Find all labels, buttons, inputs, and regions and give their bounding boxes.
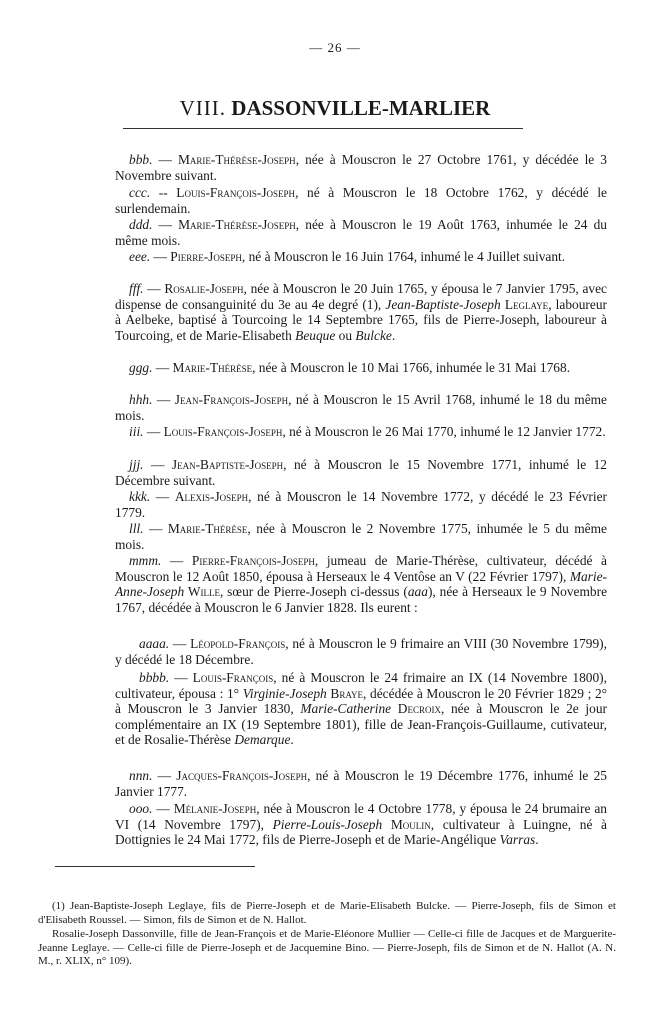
spouse-given-name: Marie-Anne-Joseph [115,568,607,600]
title-rule [123,128,523,129]
person-name: Mélanie-Joseph [173,801,257,816]
entry-code: iii. [129,424,144,439]
entry-code: ccc. [129,185,151,200]
entry-code: bbbb. [139,670,170,685]
entry-code: ooo. [129,801,153,816]
entry-code: hhh. [129,392,153,407]
entry-jjj: jjj. — Jean-Baptiste-Joseph, né à Mouscron le 15 Novembre 1771, inhumé le 12 Décembre suivant. [115,457,607,488]
entry-ggg: ggg. — Marie-Thérèse, née à Mouscron le 10 Mai 1766, inhumée le 31 Mai 1768. [129,360,571,375]
spouse-surname: Wille [184,584,220,600]
entry-lll: lll. — Marie-Thérèse, née à Mouscron le 2 Novembre 1775, inhumée le 5 du même mois. [115,521,607,552]
person-name: Louis-François [192,670,274,685]
entry-hhh: hhh. — Jean-François-Joseph, né à Mouscron le 15 Avril 1768, inhumé le 18 du même mois. [115,392,607,423]
entry-code: mmm. [129,553,162,568]
entry-code: nnn. [129,768,153,783]
person-name: Marie-Thérèse-Joseph [177,152,296,167]
person-name: Jacques-François-Joseph [176,768,308,783]
entry-mmm: mmm. — Pierre-François-Joseph, jumeau de Marie-Thérèse, cultivateur, décédé à Mouscron le 12 Août 1850, épousa à Herseaux le 4 Ventôse an V (22 Février 1797), Marie-Anne-Joseph Wille, sœur de Pierre-Joseph ci-dessus (aaa), née à Herseaux le 9 Novembre 1767, décédée à Mouscron le 6 Janvier 1828. Ils eurent : [115,553,608,615]
person-name: Louis-François-Joseph [163,424,283,439]
person-name: Alexis-Joseph [174,489,249,504]
entry-code: lll. [129,521,144,536]
entry-code: bbb. [129,152,153,167]
chapter-title [0,96,670,121]
entry-code: fff. [129,281,144,296]
spouse-given-name: Pierre-Louis-Joseph [272,816,383,832]
person-name: Jean-Baptiste-Joseph [171,457,284,472]
entry-fff: fff. — Rosalie-Joseph, née à Mouscron le 20 Juin 1765, y épousa le 7 Janvier 1795, avec dispense de consanguinité du 3e au 4e degré (1), Jean-Baptiste-Joseph Leglaye, laboureur à Aelbeke, baptisé à Tourcoing le 14 Septembre 1765, fils de Pierre-Joseph, laboureur à Tourcoing, et de Marie-Elisabeth Beuque ou Bulcke. [115,281,607,343]
spouse-surname: Leglaye [500,296,549,312]
footnotes [38,900,616,970]
spouse-surname: Moulin [382,816,431,832]
footnote-2: Rosalie-Joseph Dassonville, fille de Jean-François et de Marie-Eléonore Mullier — Celle-ci fille de Jacques et de Marguerite-Jeanne Leglaye. — Celle-ci fille de Pierre-Joseph et de Jacquemine Bino. — Pierre-Joseph, fils de Simon et de N. Hallot (A. N. M., r. XLIX, n° 109). [38,928,616,968]
sub-entry-aaaa: aaaa. — Léopold-François, né à Mouscron le 9 frimaire an VIII (30 Novembre 1799), y décédé le 18 Décembre. [115,636,607,667]
page-number: — 26 — [309,40,361,55]
entry-code: aaaa. [139,636,170,651]
chapter-number: VIII. [179,96,227,120]
entry-eee: eee. — Pierre-Joseph, né à Mouscron le 16 Juin 1764, inhumé le 4 Juillet suivant. [129,249,566,264]
person-name: Louis-François-Joseph [176,185,296,200]
entry-ddd: ddd. — Marie-Thérèse-Joseph, née à Mouscron le 19 Août 1763, inhumée le 24 du même mois. [115,217,607,248]
person-name: Jean-François-Joseph [174,392,289,407]
entry-code: jjj. [129,457,144,472]
entry-nnn: nnn. — Jacques-François-Joseph, né à Mouscron le 19 Décembre 1776, inhumé le 25 Janvier 1777. [115,768,607,799]
person-name: Léopold-François [190,636,286,651]
person-name: Pierre-Joseph [170,249,242,264]
person-name: Marie-Thérèse-Joseph [178,217,296,232]
entry-iii: iii. — Louis-François-Joseph, né à Mouscron le 26 Mai 1770, inhumé le 12 Janvier 1772. [129,424,606,439]
person-name: Marie-Thérèse [167,521,248,536]
entry-code: eee. [129,249,151,264]
entry-code: ggg. [129,360,153,375]
entry-code: ddd. [129,217,153,232]
entry-ccc: ccc. -- Louis-François-Joseph, né à Mouscron le 18 Octobre 1762, y décédé le surlendemain. [115,185,607,216]
entry-code: kkk. [129,489,151,504]
entry-kkk: kkk. — Alexis-Joseph, né à Mouscron le 14 Novembre 1772, y décédé le 23 Février 1779. [115,489,608,520]
entry-ooo: ooo. — Mélanie-Joseph, née à Mouscron le 4 Octobre 1778, y épousa le 24 brumaire an VI (14 Novembre 1797), Pierre-Louis-Joseph Moulin, cultivateur à Luingne, né à Dottignies le 24 Mai 1772, fils de Pierre-Joseph et de Marie-Angélique Varras. [115,801,607,848]
sub-entry-bbbb: bbbb. — Louis-François, né à Mouscron le 24 frimaire an IX (14 Novembre 1800), cultivateur, épousa : 1° Virginie-Joseph Braye, décédée à Mouscron le 20 Février 1829 ; 2° à Mouscron le 3 Janvier 1830, Marie-Catherine Decroix, née à Mouscron le 2e jour complémentaire an IX (19 Septembre 1801), fille de Jean-François-Guillaume, cutivateur, et de Rosalie-Thérèse Demarque. [115,670,608,748]
footnote-rule [55,866,255,867]
chapter-name: DASSONVILLE-MARLIER [231,96,491,120]
person-name: Pierre-François-Joseph [191,553,315,568]
spouse-given-name: Jean-Baptiste-Joseph [385,296,501,312]
entry-bbb: bbb. — Marie-Thérèse-Joseph, née à Mouscron le 27 Octobre 1761, y décédée le 3 Novembre suivant. [115,152,607,183]
person-name: Rosalie-Joseph [164,281,244,296]
person-name: Marie-Thérèse [172,360,253,375]
footnote-1: (1) Jean-Baptiste-Joseph Leglaye, fils de Pierre-Joseph et de Marie-Elisabeth Bulcke. — Pierre-Joseph, fils de Simon et d'Elisabeth Roussel. — Simon, fils de Simon et de N. Hallot. [38,900,616,926]
